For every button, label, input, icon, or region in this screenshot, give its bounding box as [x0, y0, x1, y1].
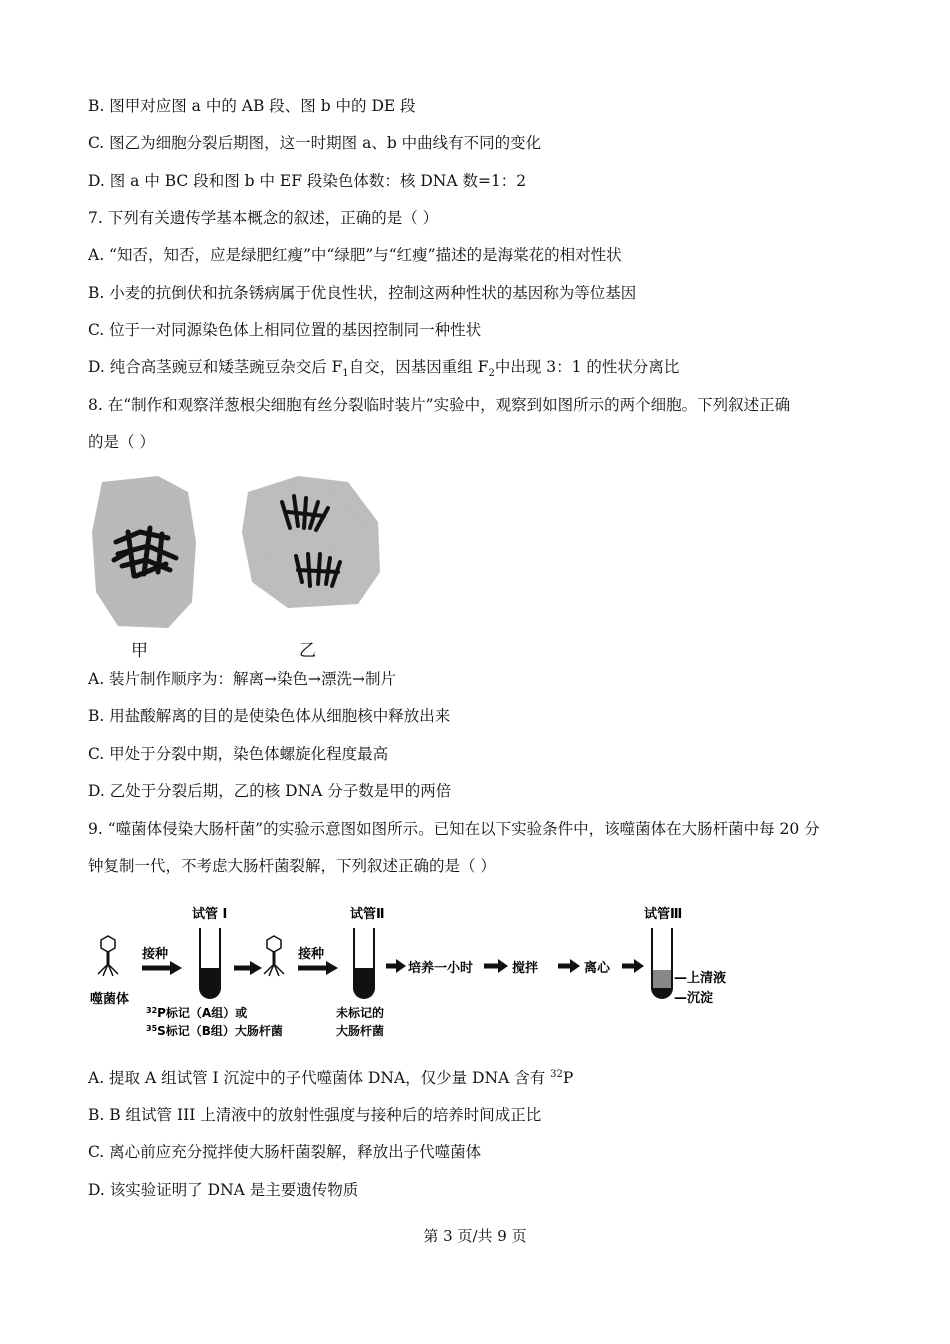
step-stir: 搅拌: [512, 961, 539, 976]
q8-option-d: D. 乙处于分裂后期，乙的核 DNA 分子数是甲的两倍: [88, 782, 452, 800]
step-centrifuge: 离心: [584, 961, 611, 976]
q9-option-d: D. 该实验证明了 DNA 是主要遗传物质: [88, 1181, 359, 1199]
arrow-icon: [326, 961, 338, 975]
inoculate-label-2: 接种: [298, 947, 325, 962]
arrow-icon: [396, 959, 406, 973]
sediment-label: —沉淀: [674, 991, 714, 1006]
page-footer: 第 3 页/共 9 页: [423, 1227, 527, 1245]
q9-stem-line1: 9. “噬菌体侵染大肠杆菌”的实验示意图如图所示。已知在以下实验条件中，该噬菌体在大肠杆菌中每 20 分: [88, 820, 820, 838]
arrow-icon: [170, 961, 182, 975]
q8-option-a: A. 装片制作顺序为：解离→染色→漂洗→制片: [88, 670, 397, 688]
q7-option-b: B. 小麦的抗倒伏和抗条锈病属于优良性状，控制这两种性状的基因称为等位基因: [88, 284, 637, 302]
phage-experiment-diagram: [88, 896, 768, 1056]
phage-icon: [264, 936, 284, 976]
tube-3-supernatant: [653, 970, 671, 988]
q7-option-a: A. “知否，知否，应是绿肥红瘦”中“绿肥”与“红瘦”描述的是海棠花的相对性状: [88, 246, 622, 264]
arrow-icon: [250, 961, 262, 975]
tube-1-label: 试管 I: [192, 907, 228, 922]
tube-2-label: 试管Ⅱ: [350, 907, 385, 922]
q9-option-a: A. 提取 A 组试管 I 沉淀中的子代噬菌体 DNA，仅少量 DNA 含有 $^{32}$P: [88, 1068, 574, 1087]
phage-icon: [98, 936, 118, 976]
q8-stem-line2: 的是（ ）: [88, 433, 155, 451]
phage-label: 噬菌体: [90, 992, 130, 1007]
q7-option-d: D. 纯合高茎豌豆和矮茎豌豆杂交后 $F_1$自交，因基因重组 $F_2$中出现 3：1 的性状分离比: [88, 358, 680, 380]
q9-option-c: C. 离心前应充分搅拌使大肠杆菌裂解，释放出子代噬菌体: [88, 1143, 482, 1161]
q8-option-b: B. 用盐酸解离的目的是使染色体从细胞核中释放出来: [88, 707, 451, 725]
q6-option-c: C. 图乙为细胞分裂后期图，这一时期图 a、b 中曲线有不同的变化: [88, 134, 542, 152]
tube-3-sediment: [652, 988, 672, 998]
arrow-icon: [498, 959, 508, 973]
q9-stem-line2: 钟复制一代，不考虑大肠杆菌裂解，下列叙述正确的是（ ）: [88, 857, 496, 875]
cell-jia-image: [88, 472, 200, 632]
q8-stem-line1: 8. 在“制作和观察洋葱根尖细胞有丝分裂临时装片”实验中，观察到如图所示的两个细胞。下列叙述正确: [88, 396, 791, 414]
svg-text:大肠杆菌: 大肠杆菌: [336, 1024, 385, 1038]
tube-3-label: 试管Ⅲ: [644, 907, 683, 922]
q6-option-d: D. 图 a 中 BC 段和图 b 中 EF 段染色体数：核 DNA 数=1：2: [88, 172, 527, 190]
inoculate-label-1: 接种: [142, 947, 169, 962]
q7-option-c: C. 位于一对同源染色体上相同位置的基因控制同一种性状: [88, 321, 482, 339]
cell-yi-image: [238, 472, 384, 610]
svg-text:35S标记（B组）大肠杆菌: $^{35}$S标记（B组）大肠杆菌: [146, 1024, 283, 1038]
supernatant-label: —上清液: [674, 971, 727, 986]
cell-jia-label: 甲: [131, 641, 148, 661]
cell-yi-label: 乙: [299, 641, 316, 661]
arrow-icon: [634, 959, 644, 973]
q7-stem: 7. 下列有关遗传学基本概念的叙述，正确的是（ ）: [88, 209, 439, 227]
q6-option-b: B. 图甲对应图 a 中的 AB 段、图 b 中的 DE 段: [88, 97, 416, 115]
svg-text:32P标记（A组）或: $^{32}$P标记（A组）或: [146, 1006, 248, 1020]
step-culture: 培养一小时: [408, 961, 474, 976]
arrow-icon: [570, 959, 580, 973]
tube-2-sediment: [354, 968, 374, 998]
q8-option-c: C. 甲处于分裂中期，染色体螺旋化程度最高: [88, 745, 389, 763]
svg-text:未标记的: 未标记的: [336, 1006, 385, 1020]
tube-1-sediment: [200, 968, 220, 998]
q9-option-b: B. B 组试管 III 上清液中的放射性强度与接种后的培养时间成正比: [88, 1106, 542, 1124]
